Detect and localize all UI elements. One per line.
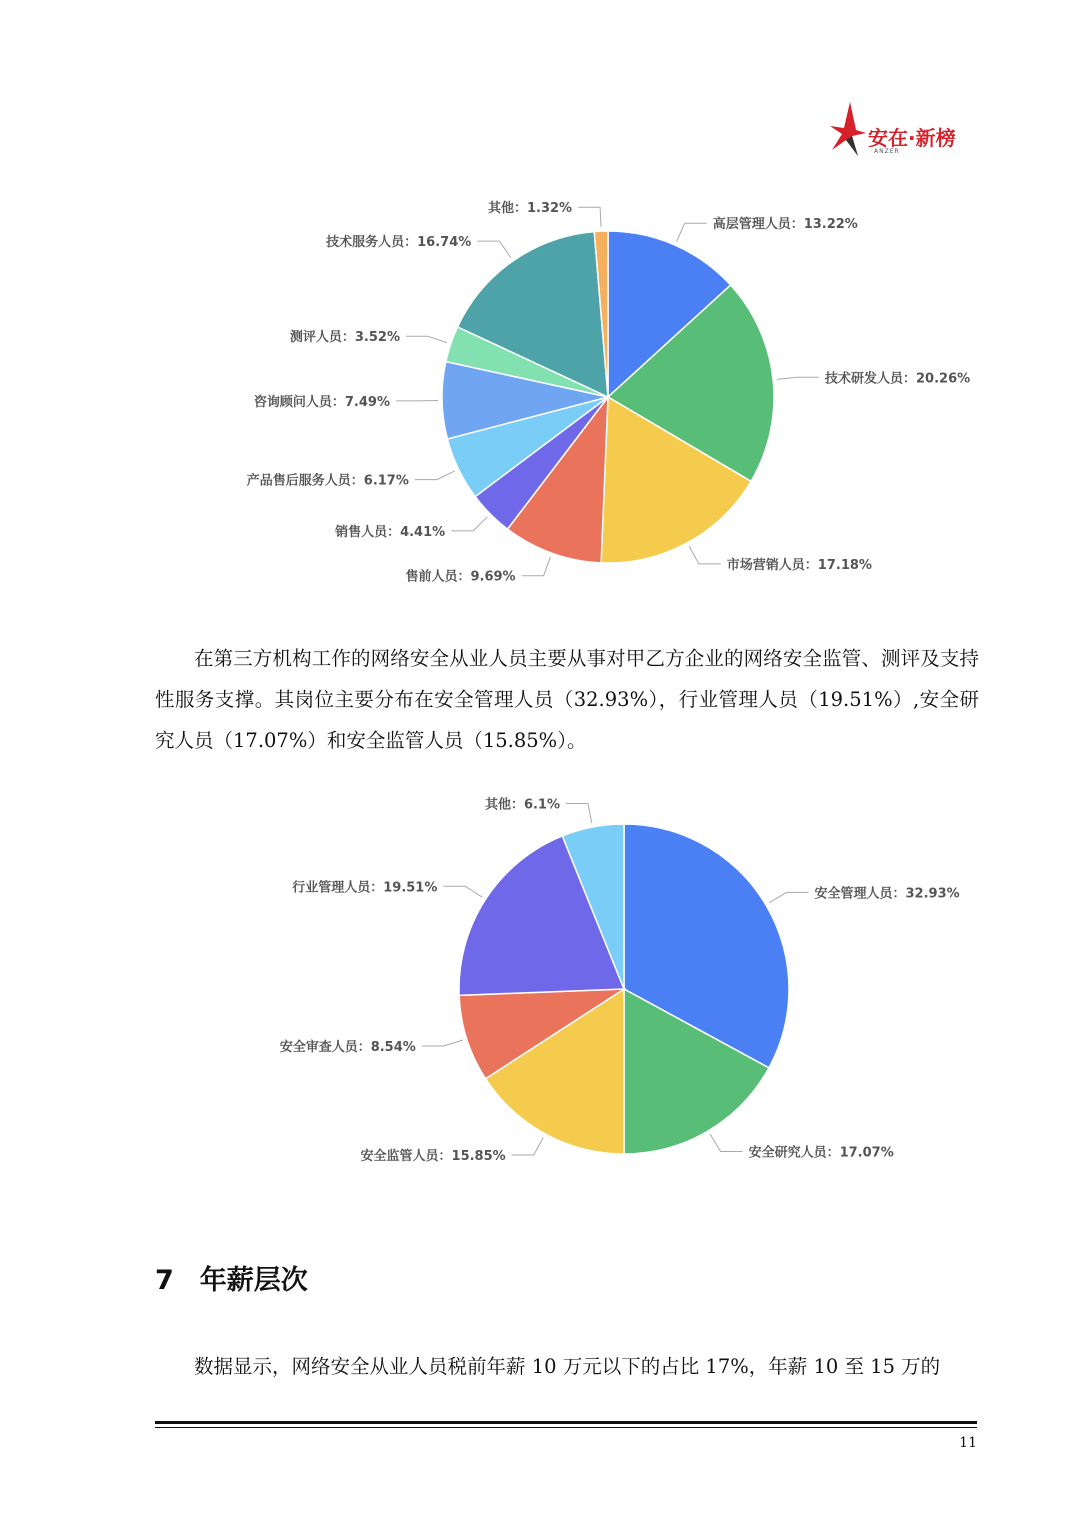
section-number: 7 xyxy=(155,1265,174,1296)
logo-subtext: ANZER xyxy=(874,148,900,155)
slice-label: 安全监管人员：15.85% xyxy=(360,1149,506,1164)
leader-line xyxy=(677,223,707,241)
body-paragraph-third-party: 在第三方机构工作的网络安全从业人员主要从事对甲乙方企业的网络安全监管、测评及支持性服务支撑。其岗位主要分布在安全管理人员（32.93%），行业管理人员（19.51%）,安全研究人员（17.07%）和安全监管人员（15.85%）。 xyxy=(155,647,979,752)
logo-text: 安在·新榜 xyxy=(868,126,956,150)
star-logo-icon xyxy=(828,100,868,158)
footer-rule-thin xyxy=(155,1427,977,1428)
slice-label: 安全审查人员：8.54% xyxy=(279,1040,416,1055)
leader-line xyxy=(512,1138,544,1156)
leader-line xyxy=(415,471,455,480)
slice-label: 咨询顾问人员：7.49% xyxy=(253,394,390,410)
slice-label: 安全研究人员：17.07% xyxy=(748,1145,894,1161)
slice-label: 行业管理人员：19.51% xyxy=(292,880,438,896)
slice-label: 测评人员：3.52% xyxy=(289,330,400,346)
section-title: 年薪层次 xyxy=(199,1265,308,1296)
slice-label: 技术研发人员：20.26% xyxy=(825,371,971,387)
slice-label: 销售人员：4.41% xyxy=(335,524,446,540)
slice-label: 其他：6.1% xyxy=(484,797,560,813)
slice-label: 市场营销人员：17.18% xyxy=(726,557,872,573)
pie-chart-third-party-positions xyxy=(0,775,1080,1195)
slice-label: 其他：1.32% xyxy=(487,201,573,217)
section-heading xyxy=(155,1258,308,1297)
slice-label: 高层管理人员：13.22% xyxy=(712,217,858,233)
leader-line xyxy=(710,1134,742,1151)
slice-label: 售前人员：9.69% xyxy=(405,569,516,585)
slice-label: 安全管理人员：32.93% xyxy=(814,886,960,902)
leader-line xyxy=(443,886,482,897)
leader-line xyxy=(769,892,808,902)
leader-line xyxy=(451,517,487,531)
leader-line xyxy=(406,336,447,342)
leader-line xyxy=(422,1040,463,1046)
leader-line xyxy=(689,546,721,564)
slice-label: 技术服务人员：16.74% xyxy=(326,235,472,251)
leader-line xyxy=(566,804,592,824)
slice-label: 产品售后服务人员：6.17% xyxy=(246,473,409,489)
page-number: 11 xyxy=(959,1435,977,1451)
leader-line xyxy=(522,557,551,576)
brand-logo xyxy=(828,100,978,160)
footer-rule xyxy=(155,1421,977,1424)
leader-line xyxy=(477,241,511,257)
leader-line xyxy=(777,377,819,379)
body-paragraph-salary: 数据显示，网络安全从业人员税前年薪 10 万元以下的占比 17%，年薪 10 至 15 万的 xyxy=(194,1355,941,1378)
leader-line xyxy=(578,207,601,227)
pie-chart-job-distribution xyxy=(0,170,1080,620)
